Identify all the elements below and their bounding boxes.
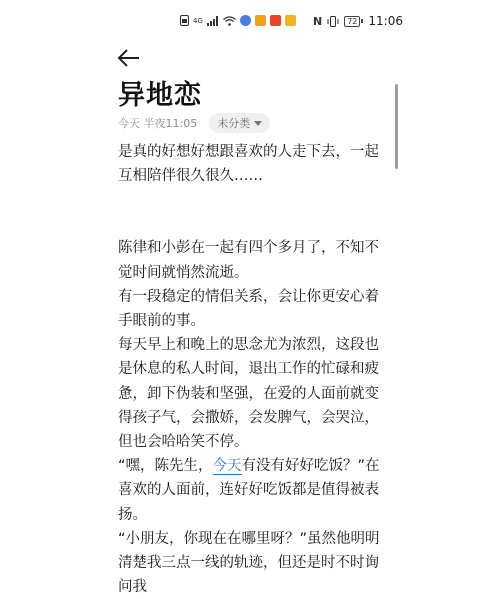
blank-line — [118, 188, 388, 236]
status-right-icons — [313, 14, 403, 28]
app-icon-2 — [255, 15, 266, 26]
note-date: 今天 半夜11:05 — [118, 117, 198, 130]
note-meta — [118, 113, 270, 133]
paragraph-5-end: 有没有好好吃饭？”在喜欢的人面前，连好好吃饭都是值得被表扬。 — [118, 458, 380, 523]
paragraph-1: 是真的好想好想跟喜欢的人走下去，一起互相陪伴很久很久…… — [118, 144, 379, 185]
app-icon-3 — [270, 15, 281, 26]
status-time: 11:06 — [368, 14, 403, 28]
paragraph-5-start: “嘿，陈先生， — [118, 458, 213, 475]
paragraph-3: 有一段稳定的情侣关系，会让你更安心着手眼前的事。 — [118, 288, 379, 330]
paragraph-6: “小朋友，你现在在哪里呀？”虽然他明明清楚我三点一线的轨迹，但还是时不时询问我 — [118, 530, 380, 596]
wifi-icon — [223, 16, 236, 26]
today-link[interactable]: 今天 — [212, 458, 242, 475]
back-arrow-icon[interactable] — [116, 45, 142, 71]
category-label: 未分类 — [217, 117, 251, 130]
signal-icon — [207, 16, 219, 26]
paragraph-4: 每天早上和晚上的思念尤为浓烈，这段也是休息的私人时间，退出工作的忙碌和疲惫，卸下伪装和坚强，在爱的人面前就变得孩子气，会撒娇，会发脾气，会哭泣，但也会哈哈笑不停。 — [118, 337, 379, 451]
scrollbar[interactable] — [395, 84, 398, 169]
battery-level: 72 — [344, 16, 360, 27]
category-dropdown[interactable] — [209, 113, 270, 133]
app-icon-4 — [285, 15, 296, 26]
nfc-icon: N — [313, 14, 323, 28]
chevron-down-icon — [254, 121, 262, 126]
paragraph-2: 陈律和小彭在一起有四个多月了，不知不觉时间就悄然流逝。 — [118, 240, 379, 281]
vibrate-icon — [327, 16, 339, 27]
note-body[interactable] — [118, 140, 388, 599]
sim-icon — [180, 15, 189, 26]
status-bar — [0, 0, 500, 40]
paragraph-5 — [118, 454, 388, 527]
battery-icon — [344, 16, 363, 27]
note-title[interactable]: 异地恋 — [118, 80, 202, 111]
status-left-icons — [180, 15, 296, 26]
network-hd-icon: 4G — [193, 16, 203, 25]
app-icon-1 — [240, 15, 251, 26]
